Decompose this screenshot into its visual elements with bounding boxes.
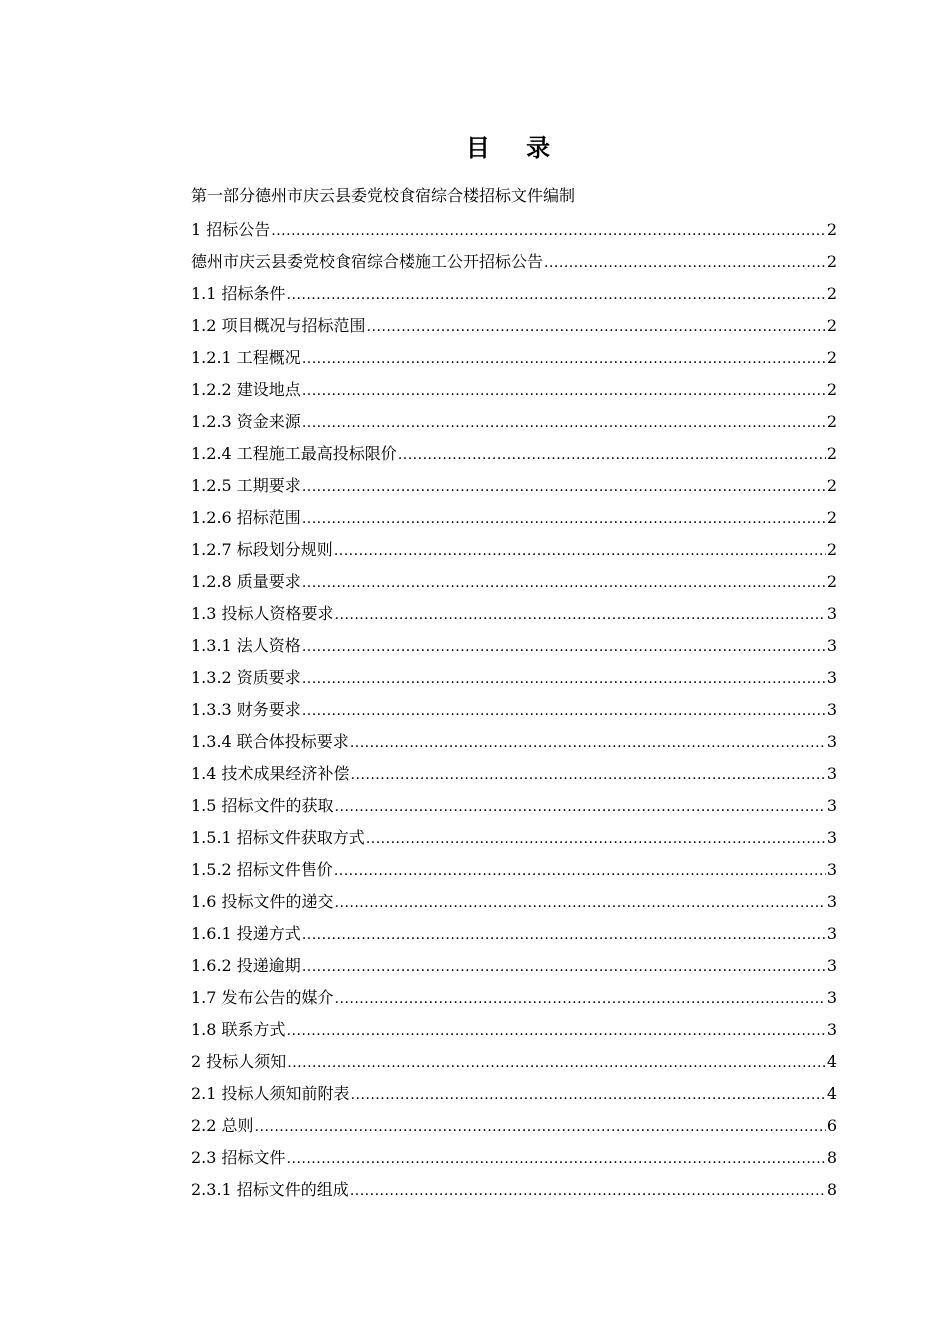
toc-entry-label: 1.2.2 建设地点	[191, 380, 301, 399]
toc-dot-leader	[334, 855, 826, 887]
toc-entry[interactable]	[191, 790, 837, 822]
toc-entry-page-number: 8	[826, 1148, 837, 1167]
toc-entry-label: 1.3.3 财务要求	[191, 700, 301, 719]
toc-dot-leader	[350, 727, 826, 759]
toc-entry-page-number: 3	[826, 892, 837, 911]
toc-list	[191, 214, 837, 1206]
toc-entry-label: 1.2.7 标段划分规则	[191, 540, 333, 559]
toc-dot-leader	[366, 823, 826, 855]
toc-entry[interactable]	[191, 1078, 837, 1110]
toc-entry-page-number: 3	[826, 828, 837, 847]
toc-entry-label: 1.5.1 招标文件获取方式	[191, 828, 365, 847]
toc-entry[interactable]	[191, 406, 837, 438]
toc-entry[interactable]	[191, 1110, 837, 1142]
toc-entry-page-number: 2	[826, 572, 837, 591]
toc-dot-leader	[334, 535, 826, 567]
toc-entry-label: 德州市庆云县委党校食宿综合楼施工公开招标公告	[191, 252, 544, 271]
toc-entry-page-number: 2	[826, 220, 837, 239]
toc-entry[interactable]	[191, 694, 837, 726]
toc-entry[interactable]	[191, 438, 837, 470]
part-heading: 第一部分德州市庆云县委党校食宿综合楼招标文件编制	[191, 186, 576, 205]
toc-dot-leader	[287, 1047, 826, 1079]
toc-dot-leader	[335, 983, 826, 1015]
toc-entry-label: 1.3.2 资质要求	[191, 668, 301, 687]
toc-dot-leader	[302, 471, 826, 503]
toc-entry-label: 1.2.4 工程施工最高投标限价	[191, 444, 397, 463]
toc-entry-label: 1.2 项目概况与招标范围	[191, 316, 366, 335]
toc-dot-leader	[271, 215, 826, 247]
toc-entry-label: 1.6 投标文件的递交	[191, 892, 334, 911]
toc-entry-page-number: 2	[826, 252, 837, 271]
toc-dot-leader	[302, 567, 826, 599]
toc-entry-label: 2.3.1 招标文件的组成	[191, 1180, 349, 1199]
toc-entry-page-number: 2	[826, 348, 837, 367]
toc-entry[interactable]	[191, 566, 837, 598]
toc-entry[interactable]	[191, 1174, 837, 1206]
toc-entry-label: 1.6.2 投递逾期	[191, 956, 301, 975]
toc-entry-page-number: 3	[826, 636, 837, 655]
toc-entry[interactable]	[191, 982, 837, 1014]
toc-title: 目 录	[465, 134, 565, 162]
toc-dot-leader	[350, 1175, 826, 1207]
toc-entry-label: 1.3.4 联合体投标要求	[191, 732, 349, 751]
toc-entry[interactable]	[191, 1014, 837, 1046]
toc-entry-page-number: 3	[826, 1020, 837, 1039]
toc-entry[interactable]	[191, 886, 837, 918]
toc-entry-label: 1.6.1 投递方式	[191, 924, 301, 943]
toc-dot-leader	[302, 503, 826, 535]
toc-entry[interactable]	[191, 758, 837, 790]
toc-entry-label: 1.2.1 工程概况	[191, 348, 301, 367]
toc-entry-label: 1.2.6 招标范围	[191, 508, 301, 527]
toc-entry-page-number: 4	[826, 1052, 837, 1071]
toc-entry-page-number: 8	[826, 1180, 837, 1199]
toc-entry[interactable]	[191, 470, 837, 502]
toc-entry-label: 1.4 技术成果经济补偿	[191, 764, 350, 783]
toc-entry-page-number: 3	[826, 860, 837, 879]
toc-entry-page-number: 2	[826, 476, 837, 495]
toc-entry-page-number: 3	[826, 604, 837, 623]
toc-entry-label: 1 招标公告	[191, 220, 271, 239]
toc-entry[interactable]	[191, 854, 837, 886]
toc-entry[interactable]	[191, 374, 837, 406]
toc-dot-leader	[351, 1079, 826, 1111]
toc-dot-leader	[302, 407, 826, 439]
toc-dot-leader	[302, 695, 826, 727]
toc-dot-leader	[398, 439, 826, 471]
toc-dot-leader	[287, 279, 826, 311]
toc-entry[interactable]	[191, 726, 837, 758]
toc-entry[interactable]	[191, 278, 837, 310]
toc-entry-label: 1.3.1 法人资格	[191, 636, 301, 655]
toc-entry[interactable]	[191, 918, 837, 950]
toc-entry-page-number: 3	[826, 700, 837, 719]
toc-entry-page-number: 3	[826, 732, 837, 751]
toc-entry-label: 1.7 发布公告的媒介	[191, 988, 334, 1007]
toc-entry[interactable]	[191, 246, 837, 278]
toc-dot-leader	[302, 631, 826, 663]
toc-entry-label: 2.1 投标人须知前附表	[191, 1084, 350, 1103]
toc-dot-leader	[335, 887, 826, 919]
toc-dot-leader	[287, 1143, 826, 1175]
toc-dot-leader	[255, 1111, 826, 1143]
toc-entry-label: 2 投标人须知	[191, 1052, 287, 1071]
toc-entry-page-number: 3	[826, 956, 837, 975]
toc-dot-leader	[367, 311, 826, 343]
toc-dot-leader	[302, 919, 826, 951]
toc-entry-label: 1.2.5 工期要求	[191, 476, 301, 495]
toc-dot-leader	[335, 599, 826, 631]
toc-entry-page-number: 3	[826, 924, 837, 943]
toc-entry-page-number: 2	[826, 380, 837, 399]
toc-entry[interactable]	[191, 662, 837, 694]
toc-entry[interactable]	[191, 534, 837, 566]
toc-dot-leader	[544, 247, 826, 279]
toc-entry-label: 1.3 投标人资格要求	[191, 604, 334, 623]
toc-entry-page-number: 2	[826, 316, 837, 335]
toc-entry-page-number: 3	[826, 988, 837, 1007]
toc-entry-page-number: 2	[826, 444, 837, 463]
toc-entry-page-number: 2	[826, 508, 837, 527]
toc-dot-leader	[302, 343, 826, 375]
toc-entry[interactable]	[191, 214, 837, 246]
toc-entry-label: 1.8 联系方式	[191, 1020, 286, 1039]
toc-entry[interactable]	[191, 502, 837, 534]
toc-entry[interactable]	[191, 342, 837, 374]
toc-entry[interactable]	[191, 822, 837, 854]
toc-entry-page-number: 2	[826, 284, 837, 303]
toc-entry[interactable]	[191, 630, 837, 662]
toc-entry-page-number: 6	[826, 1116, 837, 1135]
toc-entry-label: 1.5 招标文件的获取	[191, 796, 334, 815]
toc-entry-label: 1.1 招标条件	[191, 284, 286, 303]
toc-dot-leader	[302, 951, 826, 983]
toc-entry[interactable]	[191, 950, 837, 982]
toc-dot-leader	[302, 375, 826, 407]
toc-entry-label: 2.3 招标文件	[191, 1148, 286, 1167]
toc-entry-page-number: 4	[826, 1084, 837, 1103]
toc-entry-page-number: 3	[826, 668, 837, 687]
toc-entry-label: 1.5.2 招标文件售价	[191, 860, 333, 879]
toc-entry-page-number: 2	[826, 412, 837, 431]
toc-dot-leader	[351, 759, 826, 791]
toc-entry-page-number: 3	[826, 796, 837, 815]
toc-entry-label: 1.2.8 质量要求	[191, 572, 301, 591]
toc-dot-leader	[335, 791, 826, 823]
toc-entry[interactable]	[191, 598, 837, 630]
toc-dot-leader	[287, 1015, 826, 1047]
toc-entry[interactable]	[191, 1142, 837, 1174]
toc-entry[interactable]	[191, 310, 837, 342]
toc-entry-page-number: 2	[826, 540, 837, 559]
toc-entry-page-number: 3	[826, 764, 837, 783]
toc-entry[interactable]	[191, 1046, 837, 1078]
toc-dot-leader	[302, 663, 826, 695]
toc-entry-label: 1.2.3 资金来源	[191, 412, 301, 431]
toc-entry-label: 2.2 总则	[191, 1116, 254, 1135]
